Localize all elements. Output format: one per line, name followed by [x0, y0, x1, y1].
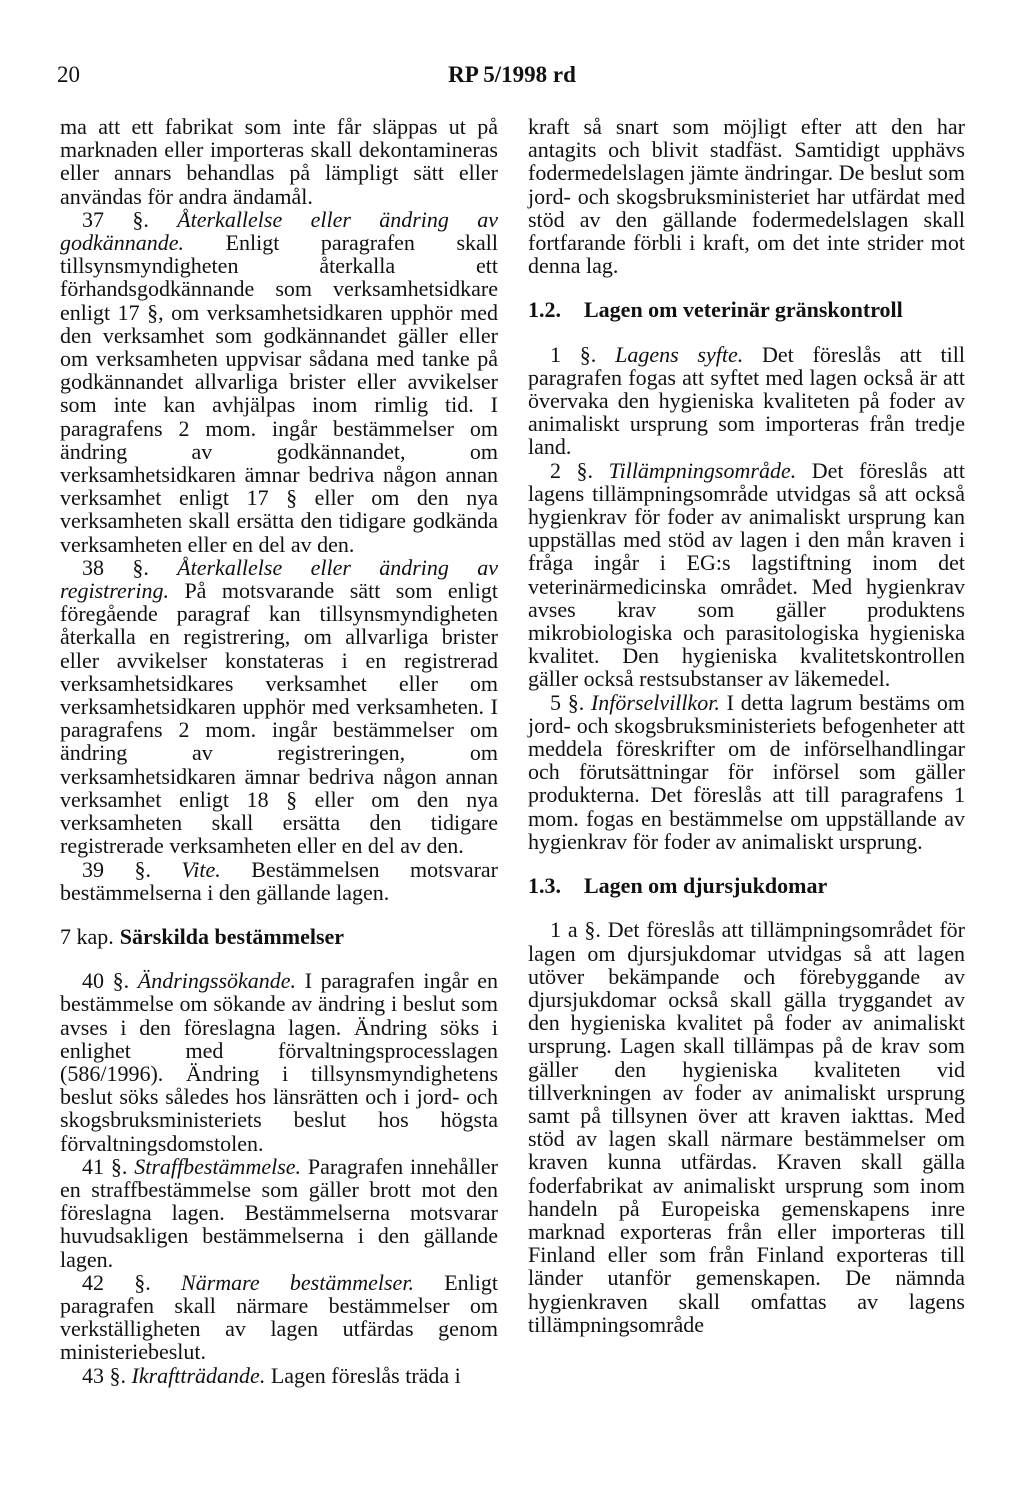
section-title: Ikraftträdande.: [131, 1362, 266, 1388]
section-text: Bestämmelsen motsvarar bestämmelserna i den gällande lagen.: [60, 856, 498, 905]
section-title: Tillämpningsområde.: [608, 457, 797, 483]
section-number: 42 §.: [82, 1269, 182, 1295]
section-text: Det föreslås att till paragrafen fogas att syftet med lagen också är att övervaka den hygieniska kvaliteten på foder av animaliskt ursprung som importeras från tredje land.: [528, 341, 966, 460]
chapter-title: Särskilda bestämmelser: [119, 923, 345, 949]
continued-paragraph: ma att ett fabrikat som inte får släppas ut på marknaden eller importeras skall dekontamineras eller annars behandlas på lämpligt sätt eller användas för andra ändamål.: [60, 114, 498, 209]
subsection-heading-1-2: [528, 298, 965, 321]
section-title: Återkallelse eller ändring av registrering.: [60, 554, 498, 604]
subsection-number: 1.2.: [528, 297, 561, 323]
section-text: Lagen föreslås träda i: [265, 1362, 461, 1388]
section-text: I detta lagrum bestäms om jord- och skogsbruksministeriets befogenheter att meddela föreskrifter om de införselhandlingar och förutsättningar för införsel som gäller produkterna. Det föreslås att till paragrafens 1 mom. fogas en bestämmelse om uppställande av hygienkrav för foder av animaliskt ursprung.: [528, 689, 966, 854]
section-title: Återkallelse eller ändring av godkännande.: [60, 206, 498, 256]
page-number: 20: [57, 62, 80, 87]
section-number: 41 §.: [82, 1153, 135, 1179]
section-1a: 1 a §. Det föreslås att tillämpningsområdet för lagen om djursjukdomar utvidgas så att lagen utöver bekämpande och förebyggande av djursjukdomar också skall gälla tryggandet av den hygieniska kvalitet på foder av animaliskt ursprung. Lagen skall tillämpas på de krav som gäller den hygieniska kvaliteten vid tillverkningen av foder av animaliskt ursprung samt på tillsynen över att kraven iakttas. Med stöd av lagen skall närmare bestämmelser om kraven kunna utfärdas. Kraven skall gälla foderfabrikat av animaliskt ursprung som inom handeln på Europeiska gemenskapens inre marknad exporteras från eller importeras till Finland eller som från Finland exporteras till länder utanför gemenskapen. De nämnda hygienkraven skall omfattas av lagens tillämpningsområde: [528, 917, 965, 1337]
section-number: 5 §.: [550, 689, 591, 715]
section-text: Enligt paragrafen skall tillsynsmyndigheten återkalla ett förhandsgodkännande som verksamhetsidkare enligt 17 §, om verksamhetsidkaren upphör med den verksamhet som godkännandet gäller eller om verksamheten uppvisar sådana med tanke på godkännandet allvarliga brister eller avvikelser som inte kan avhjälpas inom rimlig tid. I paragrafens 2 mom. ingår bestämmelser om ändring av godkännandet, om verksamhetsidkaren ämnar bedriva någon annan verksamhet enligt 17 § eller om den nya verksamheten skall ersätta den tidigare godkända verksamheten eller en del av den.: [60, 230, 498, 557]
subsection-title: Lagen om veterinär gränskontroll: [584, 297, 903, 323]
section-text: Det föreslås att lagens tillämpningsområde utvidgas så att också hygienkrav för foder av animaliskt ursprung kan uppställas med stöd av lagen i den mån kraven i fråga ingår i EG:s lagstiftning inom det veterinärmedicinska området. Med hygienkrav avses krav som gäller produktens mikrobiologiska och parasitologiska hygieniska kvalitet. Den hygieniska kvalitetskontrollen gäller också restsubstanser av läkemedel.: [528, 457, 966, 692]
section-number: 43 §.: [82, 1362, 132, 1388]
section-title: Vite.: [181, 856, 221, 882]
left-column: [60, 115, 498, 1387]
running-header: RP 5/1998 rd: [448, 62, 576, 87]
section-title: Lagens syfte.: [615, 341, 744, 367]
section-40: [60, 969, 498, 1155]
subsection-title: Lagen om djursjukdomar: [584, 873, 828, 899]
continued-paragraph: kraft så snart som möjligt efter att den har antagits och blivit stadfäst. Samtidigt upphävs fodermedelslagen jämte ändringar. De beslut som jord- och skogsbruksministeriet har utfärdat med stöd av den gällande fodermedelslagen skall fortfarande förbli i kraft, om det inte strider mot denna lag.: [528, 114, 965, 279]
section-text: I paragrafen ingår en bestämmelse om sökande av ändring i beslut som avses i den föreslagna lagen. Ändring söks i enlighet med förvaltningsprocesslagen (586/1996). Ändring i tillsynsmyndighetens beslut söks således hos länsrätten och i jord- och skogsbruksministeriets beslut hos högsta förvaltningsdomstolen.: [60, 968, 498, 1156]
section-1: [528, 343, 965, 459]
section-5: [528, 691, 965, 853]
section-title: Straffbestämmelse.: [134, 1153, 302, 1179]
section-42: [60, 1271, 498, 1364]
section-number: 38 §.: [82, 554, 178, 580]
section-2: [528, 459, 965, 691]
section-number: 37 §.: [82, 206, 178, 232]
section-number: 2 §.: [550, 457, 609, 483]
section-number: 40 §.: [82, 968, 138, 994]
subsection-number: 1.3.: [528, 873, 561, 899]
chapter-heading: [60, 925, 498, 948]
subsection-heading-1-3: [528, 874, 965, 897]
section-title: Närmare bestämmelser.: [181, 1269, 414, 1295]
section-43: [60, 1364, 498, 1387]
section-title: Införselvillkor.: [590, 689, 720, 715]
section-number: 1 §.: [550, 341, 616, 367]
chapter-number: 7 kap.: [60, 923, 114, 949]
section-text: Paragrafen innehåller en straffbestämmelse som gäller brott mot den föreslagna lagen. Bestämmelserna motsvarar huvudsakligen bestämmelserna i den gällande lagen.: [60, 1153, 498, 1272]
section-text: På motsvarande sätt som enligt föregående paragraf kan tillsynsmyndigheten återkalla en registrering, om allvarliga brister eller avvikelser konstateras i en registrerad verksamhetsidkares verksamhet eller om verksamhetsidkaren upphör med verksamheten. I paragrafens 2 mom. ingår bestämmelser om ändring av registreringen, om verksamhetsidkaren ämnar bedriva någon annan verksamhet enligt 18 § eller om den nya verksamheten skall ersätta den tidigare registrerade verksamheten eller en del av den.: [60, 578, 498, 859]
section-39: [60, 858, 498, 904]
section-38: [60, 556, 498, 858]
section-37: [60, 208, 498, 556]
right-column: [528, 115, 965, 1336]
section-41: [60, 1155, 498, 1271]
section-number: 39 §.: [82, 856, 182, 882]
section-title: Ändringssökande.: [137, 968, 297, 994]
section-text: Enligt paragrafen skall närmare bestämmelser om verkställigheten av lagen utfärdas genom ministeriebeslut.: [60, 1269, 498, 1365]
